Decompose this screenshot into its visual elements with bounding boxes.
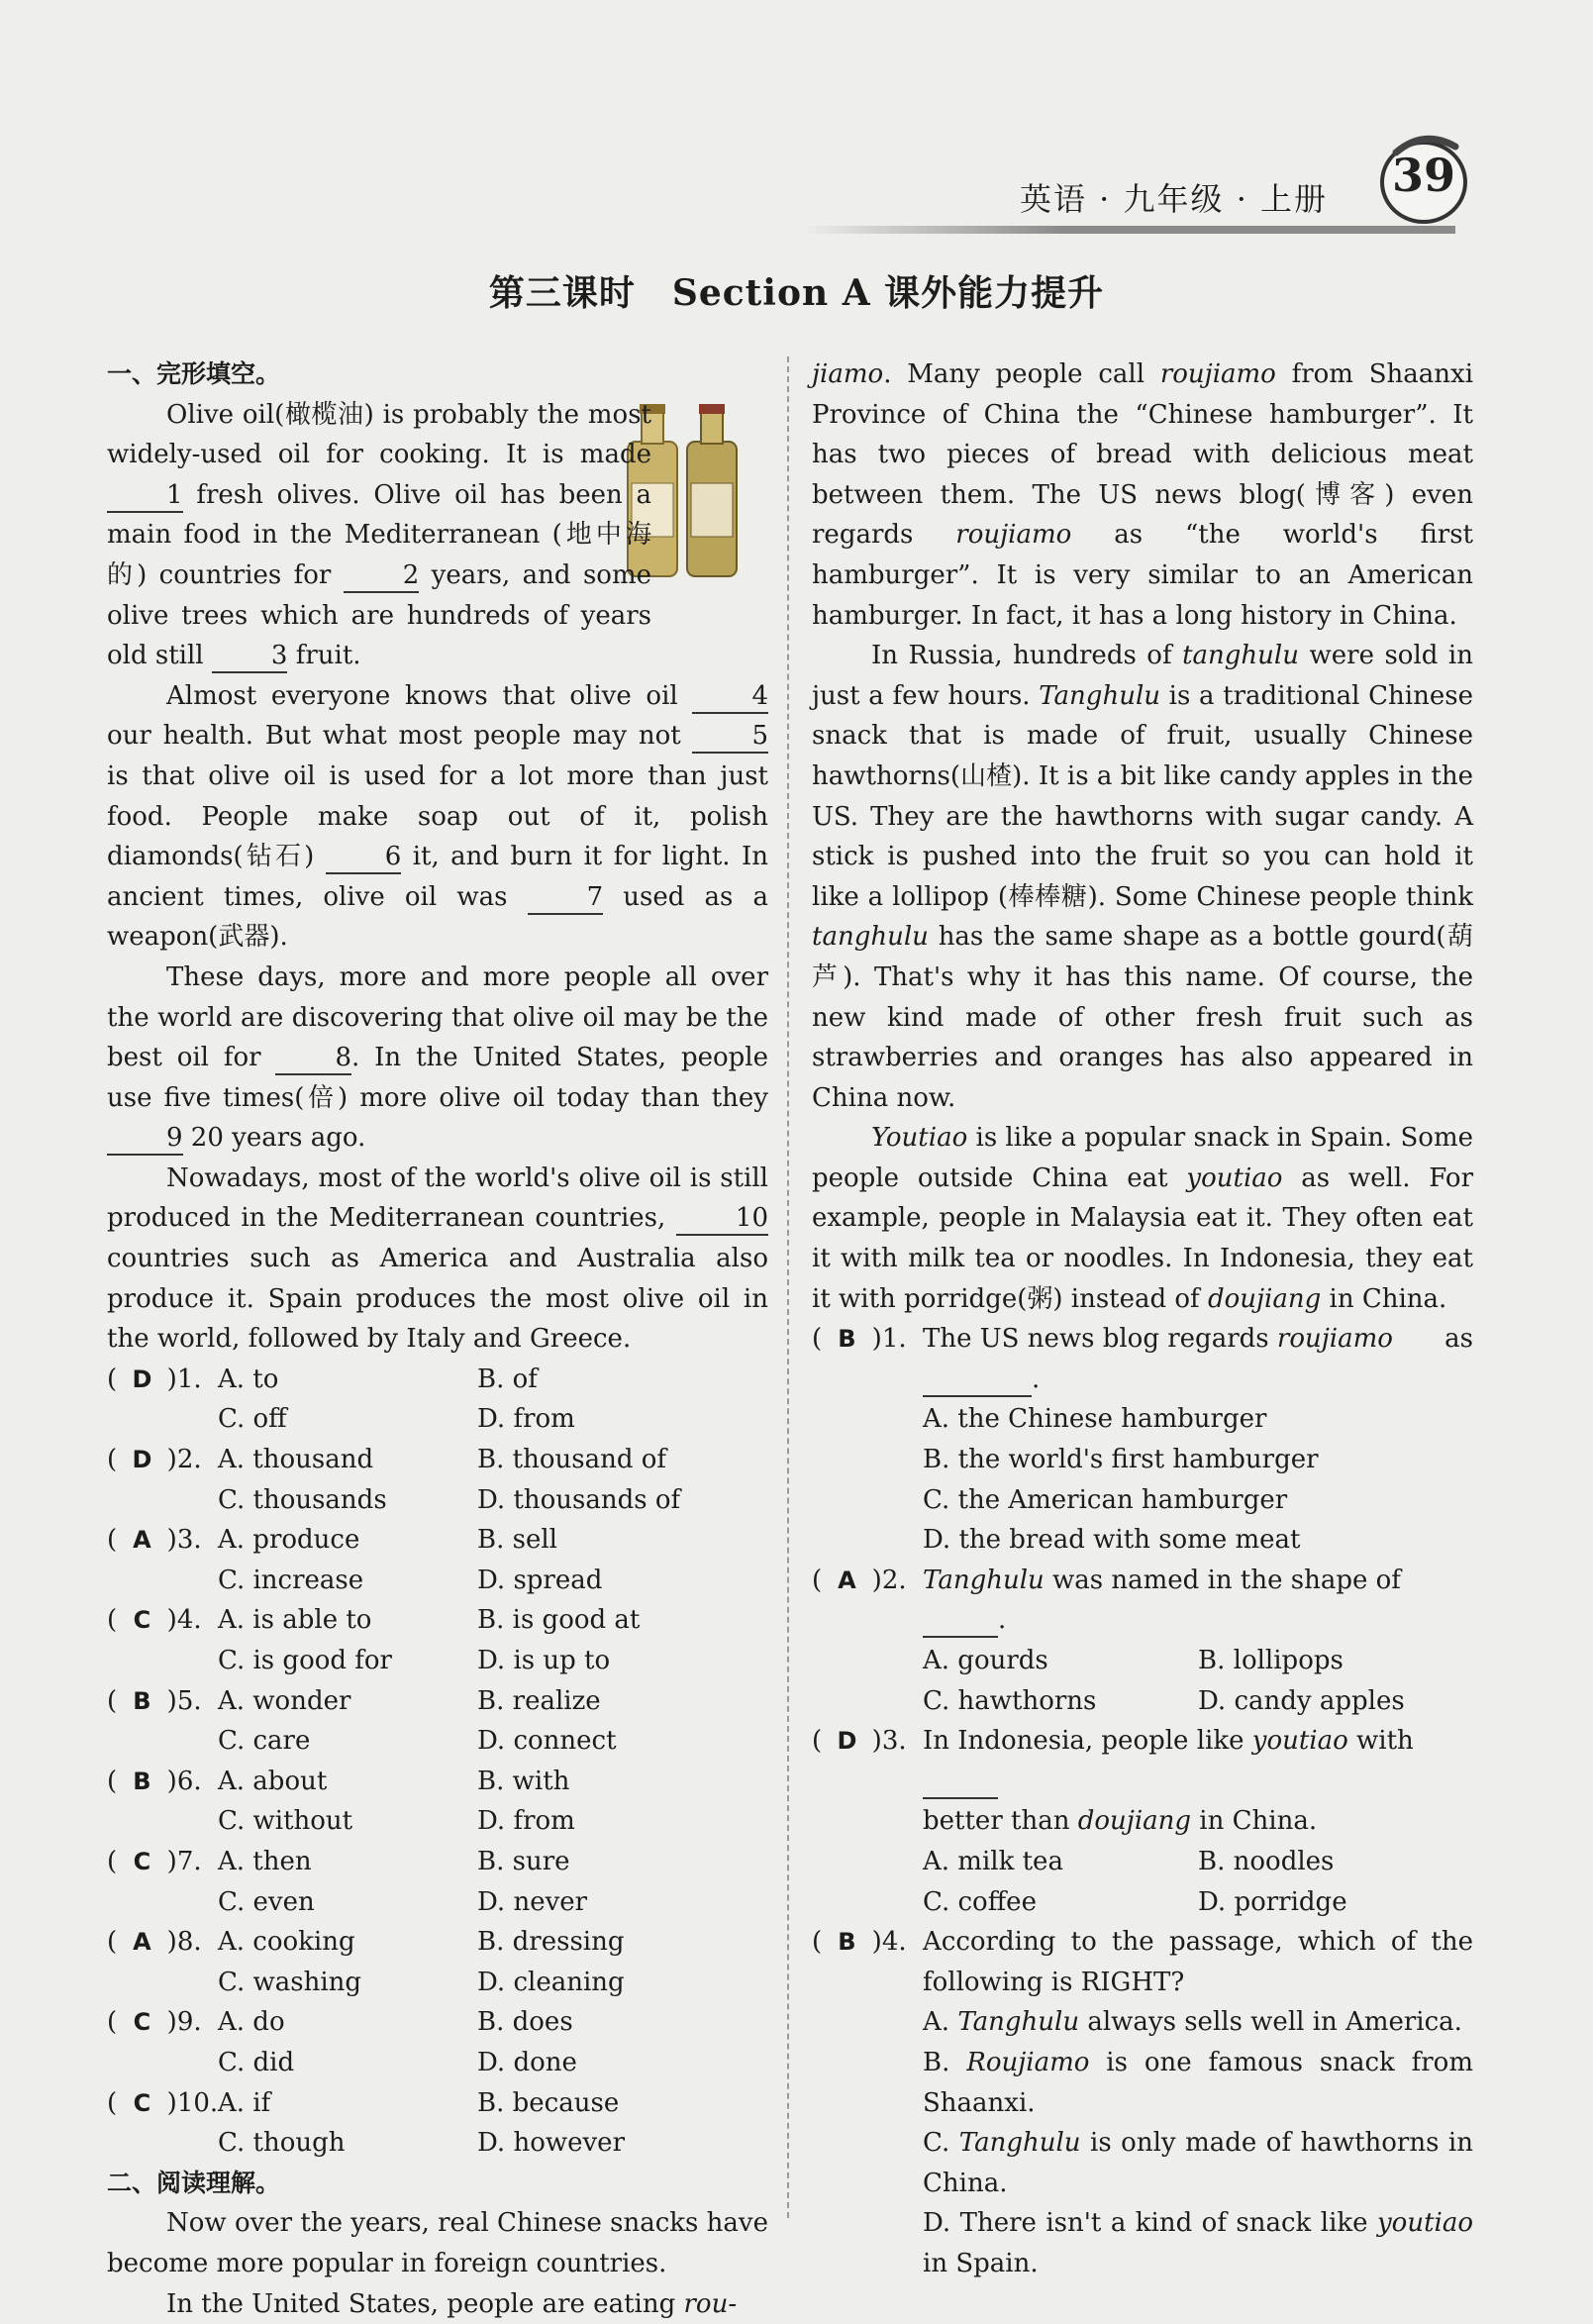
cloze-paragraph-4: Nowadays, most of the world's olive oil is still produced in the Mediterranean countries, 10 countries such as America and Australia also produce it. Spain produces the most olive oil in the world, followed by Italy and Greece.	[107, 1159, 768, 1360]
left-column	[107, 354, 768, 2324]
blank: 10	[676, 1202, 768, 1236]
cloze-question-1: ( D )1. A. to B. of C. off D. from	[107, 1360, 768, 1440]
cloze-question-2: ( D )2. A. thousand B. thousand of C. thousands D. thousands of	[107, 1440, 768, 1520]
header-subject: 英语 · 九年级 · 上册	[1020, 174, 1328, 220]
reading-paragraph-2-start: In the United States, people are eating rou-	[107, 2284, 768, 2324]
cloze-questions	[107, 1360, 768, 2164]
page-title: 第三课时 Section A 课外能力提升	[0, 265, 1593, 316]
right-column	[812, 354, 1473, 2284]
answer: B	[830, 1922, 863, 1963]
cloze-question-7: ( C )7. A. then B. sure C. even D. never	[107, 1842, 768, 1922]
blank: 9	[107, 1122, 183, 1156]
blank: 2	[344, 559, 420, 593]
cloze-paragraph-3: These days, more and more people all over the world are discovering that olive oil may be the best oil for 8. In the United States, people use five times(倍) more olive oil today than they 9 20 years ago.	[107, 958, 768, 1159]
cloze-heading: 一、完形填空。	[107, 354, 768, 395]
cloze-paragraph-1: Olive oil(橄榄油) is probably the most widely-used oil for cooking. It is made 1 fresh olives. Olive oil has been a main food in the Mediterranean (地中海的) countries for 2 years, and some olive trees which are hundreds of years old still 3 fruit.	[107, 395, 768, 676]
blank: 6	[326, 841, 402, 874]
answer: A	[125, 1520, 158, 1561]
blank: 7	[528, 881, 604, 915]
cloze-question-9: ( C )9. A. do B. does C. did D. done	[107, 2002, 768, 2082]
answer: B	[125, 1762, 158, 1802]
cloze-question-8: ( A )8. A. cooking B. dressing C. washing D. cleaning	[107, 1922, 768, 2002]
page-number: 39	[1378, 149, 1469, 202]
cloze-question-4: ( C )4. A. is able to B. is good at C. is good for D. is up to	[107, 1600, 768, 1680]
blank: 5	[692, 720, 768, 754]
column-divider	[787, 356, 789, 2218]
blank: 8	[275, 1042, 351, 1075]
answer: D	[125, 1360, 158, 1400]
cloze-question-5: ( B )5. A. wonder B. realize C. care D. connect	[107, 1681, 768, 1762]
cloze-question-10: ( C )10. A. if B. because C. though D. however	[107, 2083, 768, 2164]
answer: C	[125, 2002, 158, 2043]
answer: A	[125, 1922, 158, 1963]
answer-blank	[923, 1364, 1032, 1397]
answer: B	[125, 1681, 158, 1722]
reading-question-4: ( B )4. According to the passage, which of the following is RIGHT? A. Tanghulu always sells well in America. B. Roujiamo is one famous snack from Shaanxi. C. Tanghulu is only made of hawthorns in China. D. There isn't a kind of snack like youtiao in Spain.	[812, 1922, 1473, 2283]
header-rule	[802, 226, 1455, 234]
reading-paragraph-3: In Russia, hundreds of tanghulu were sold in just a few hours. Tanghulu is a traditional Chinese snack that is made of fruit, usually Chinese hawthorns(山楂). It is a bit like candy apples in the US. They are the hawthorns with sugar candy. A stick is pushed into the fruit so you can hold it like a lollipop (棒棒糖). Some Chinese people think tanghulu has the same shape as a bottle gourd(葫芦). That's why it has this name. Of course, the new kind made of other fresh fruit such as strawberries and oranges has also appeared in China now.	[812, 636, 1473, 1118]
cloze-paragraph-2: Almost everyone knows that olive oil 4 our health. But what most people may not 5 is that olive oil is used for a lot more than just food. People make soap out of it, polish diamonds(钻石) 6 it, and burn it for light. In ancient times, olive oil was 7 used as a weapon(武器).	[107, 676, 768, 958]
reading-question-2: ( A )2. Tanghulu was named in the shape of . A. gourds B. lollipops C. hawthorns D. candy apples	[812, 1561, 1473, 1721]
cloze-question-6: ( B )6. A. about B. with C. without D. from	[107, 1762, 768, 1842]
blank: 1	[107, 479, 183, 513]
answer: C	[125, 2083, 158, 2124]
reading-paragraph-4: Youtiao is like a popular snack in Spain. Some people outside China eat youtiao as well. For example, people in Malaysia eat it. They often eat it with milk tea or noodles. In Indonesia, they eat it with porridge(粥) instead of doujiang in China.	[812, 1118, 1473, 1319]
reading-heading: 二、阅读理解。	[107, 2164, 768, 2204]
blank: 4	[692, 680, 768, 714]
reading-question-3: ( D )3. In Indonesia, people like youtiao with better than doujiang in China. A. milk tea B. noodles C. coffee D. porridge	[812, 1721, 1473, 1922]
blank: 3	[212, 640, 288, 673]
answer: D	[830, 1721, 863, 1762]
reading-paragraph-2-cont: jiamo. Many people call roujiamo from Shaanxi Province of China the “Chinese hamburger”. It has two pieces of bread with delicious meat between them. The US news blog(博客) even regards roujiamo as “the world's first hamburger”. It is very similar to an American hamburger. In fact, it has a long history in China.	[812, 354, 1473, 636]
reading-question-1: ( B )1. The US news blog regards roujiamo as . A. the Chinese hamburger B. the world's first hamburger C. the American hamburger D. the bread with some meat	[812, 1319, 1473, 1561]
answer: A	[830, 1561, 863, 1601]
answer: B	[830, 1319, 863, 1360]
answer-blank	[923, 1766, 998, 1799]
reading-paragraph-1: Now over the years, real Chinese snacks have become more popular in foreign countries.	[107, 2203, 768, 2283]
cloze-question-3: ( A )3. A. produce B. sell C. increase D. spread	[107, 1520, 768, 1600]
answer: C	[125, 1842, 158, 1882]
answer-blank	[923, 1604, 998, 1638]
answer: D	[125, 1440, 158, 1480]
answer: C	[125, 1600, 158, 1641]
